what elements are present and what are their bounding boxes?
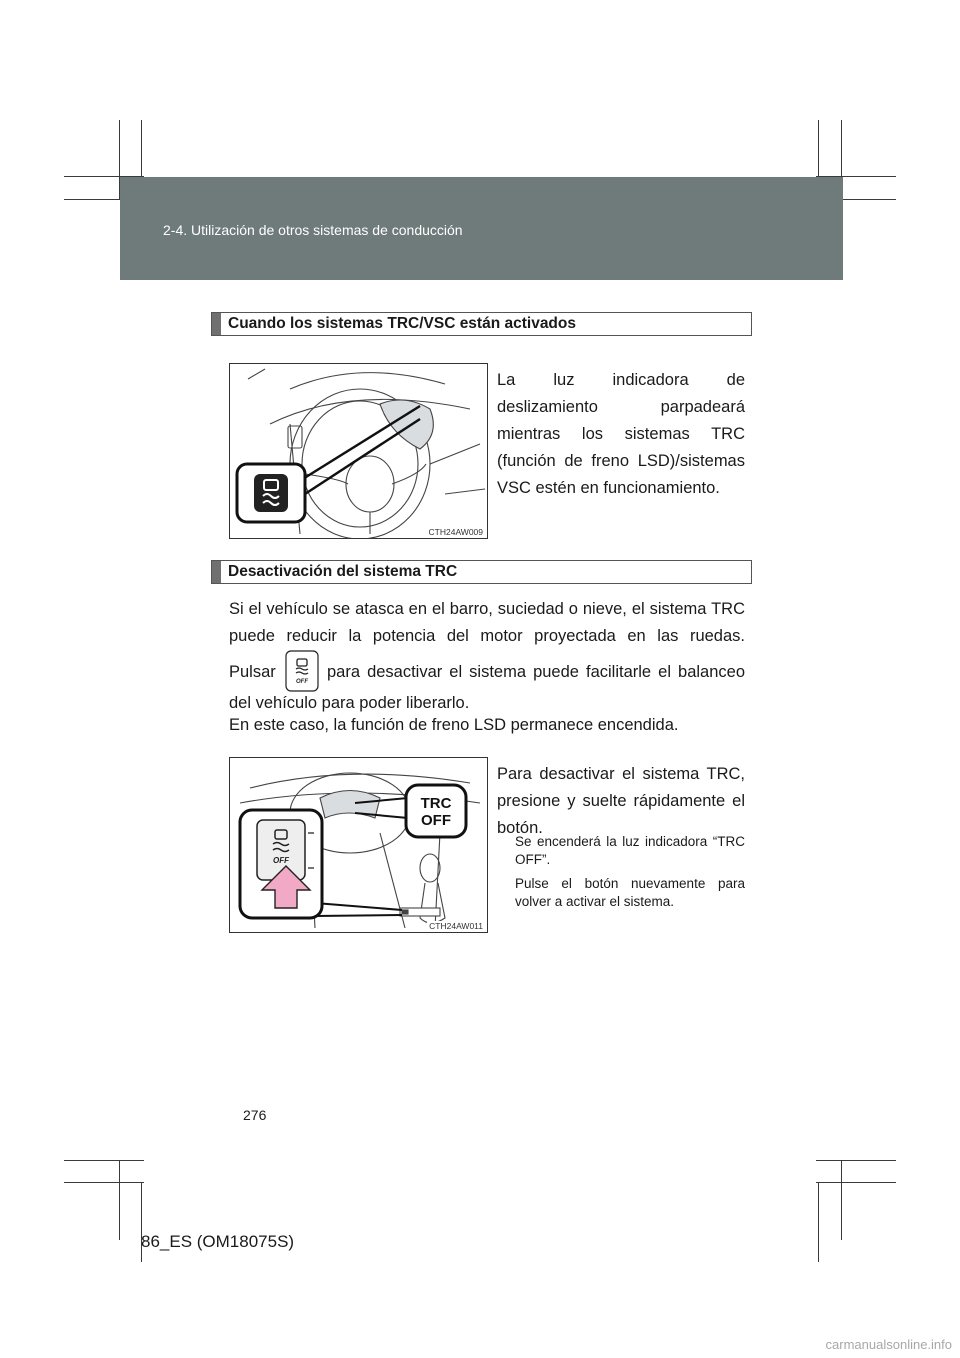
crop-mark	[119, 1160, 120, 1240]
crop-mark	[816, 1160, 896, 1161]
pulsar-continuation: para desactivar el sistema puede facilitarle el balanceo	[327, 663, 745, 681]
button-icon-label: OFF	[273, 856, 289, 865]
vsc-off-button-inline-icon	[285, 650, 319, 692]
section-heading-trc-off	[211, 560, 752, 584]
figure-dashboard-slip-indicator	[229, 363, 488, 539]
section-heading-bar	[212, 561, 221, 583]
section-heading-bar	[212, 313, 221, 335]
trc-button-illustration	[230, 758, 487, 932]
trc-off-indicator-line1: TRC	[420, 795, 452, 812]
trc-off-indicator-line2: OFF	[421, 812, 451, 829]
note-trc-off-light: Se encenderá la luz indicadora “TRC OFF”.	[515, 834, 745, 867]
page-number: 276	[243, 1107, 267, 1123]
figure-code: CTH24AW009	[428, 527, 483, 537]
paragraph-deactivate-trc: Para desactivar el sistema TRC, presione y suelte rápidamente el botón.	[497, 765, 745, 837]
line-lsd: En este caso, la función de freno LSD permanece encendida.	[229, 716, 679, 734]
section-heading-text: Desactivación del sistema TRC	[228, 563, 458, 580]
section-heading-text: Cuando los sistemas TRC/VSC están activados	[228, 315, 576, 332]
paragraph-slip-indicator: La luz indicadora de deslizamiento parpadeará mientras los sistemas TRC (función de freno LSD)/sistemas VSC estén en funcionamiento.	[497, 371, 745, 497]
dashboard-illustration	[230, 364, 487, 538]
crop-mark	[816, 1182, 896, 1183]
doc-code: 86_ES (OM18075S)	[141, 1232, 295, 1251]
inline-icon-label: OFF	[296, 679, 308, 685]
pulsar-text: Pulsar	[229, 663, 276, 681]
line-continued: del vehículo para poder liberarlo.	[229, 694, 470, 712]
section-heading-trc-vsc-active	[211, 312, 752, 336]
watermark: carmanualsonline.info	[825, 1337, 952, 1352]
crop-mark	[818, 1182, 819, 1262]
figure-code: CTH24AW011	[429, 921, 483, 931]
figure-trc-off-button	[229, 757, 488, 933]
paragraph-vehicle-stuck: Si el vehículo se atasca en el barro, suciedad o nieve, el sistema TRC puede reducir la potencia del motor proyectada en las ruedas.	[229, 600, 745, 645]
crop-mark	[841, 1160, 842, 1240]
crop-mark	[64, 1160, 144, 1161]
crop-mark	[64, 1182, 144, 1183]
chapter-title: 2-4. Utilización de otros sistemas de conducción	[163, 222, 463, 238]
note-reactivate: Pulse el botón nuevamente para volver a activar el sistema.	[515, 876, 745, 909]
